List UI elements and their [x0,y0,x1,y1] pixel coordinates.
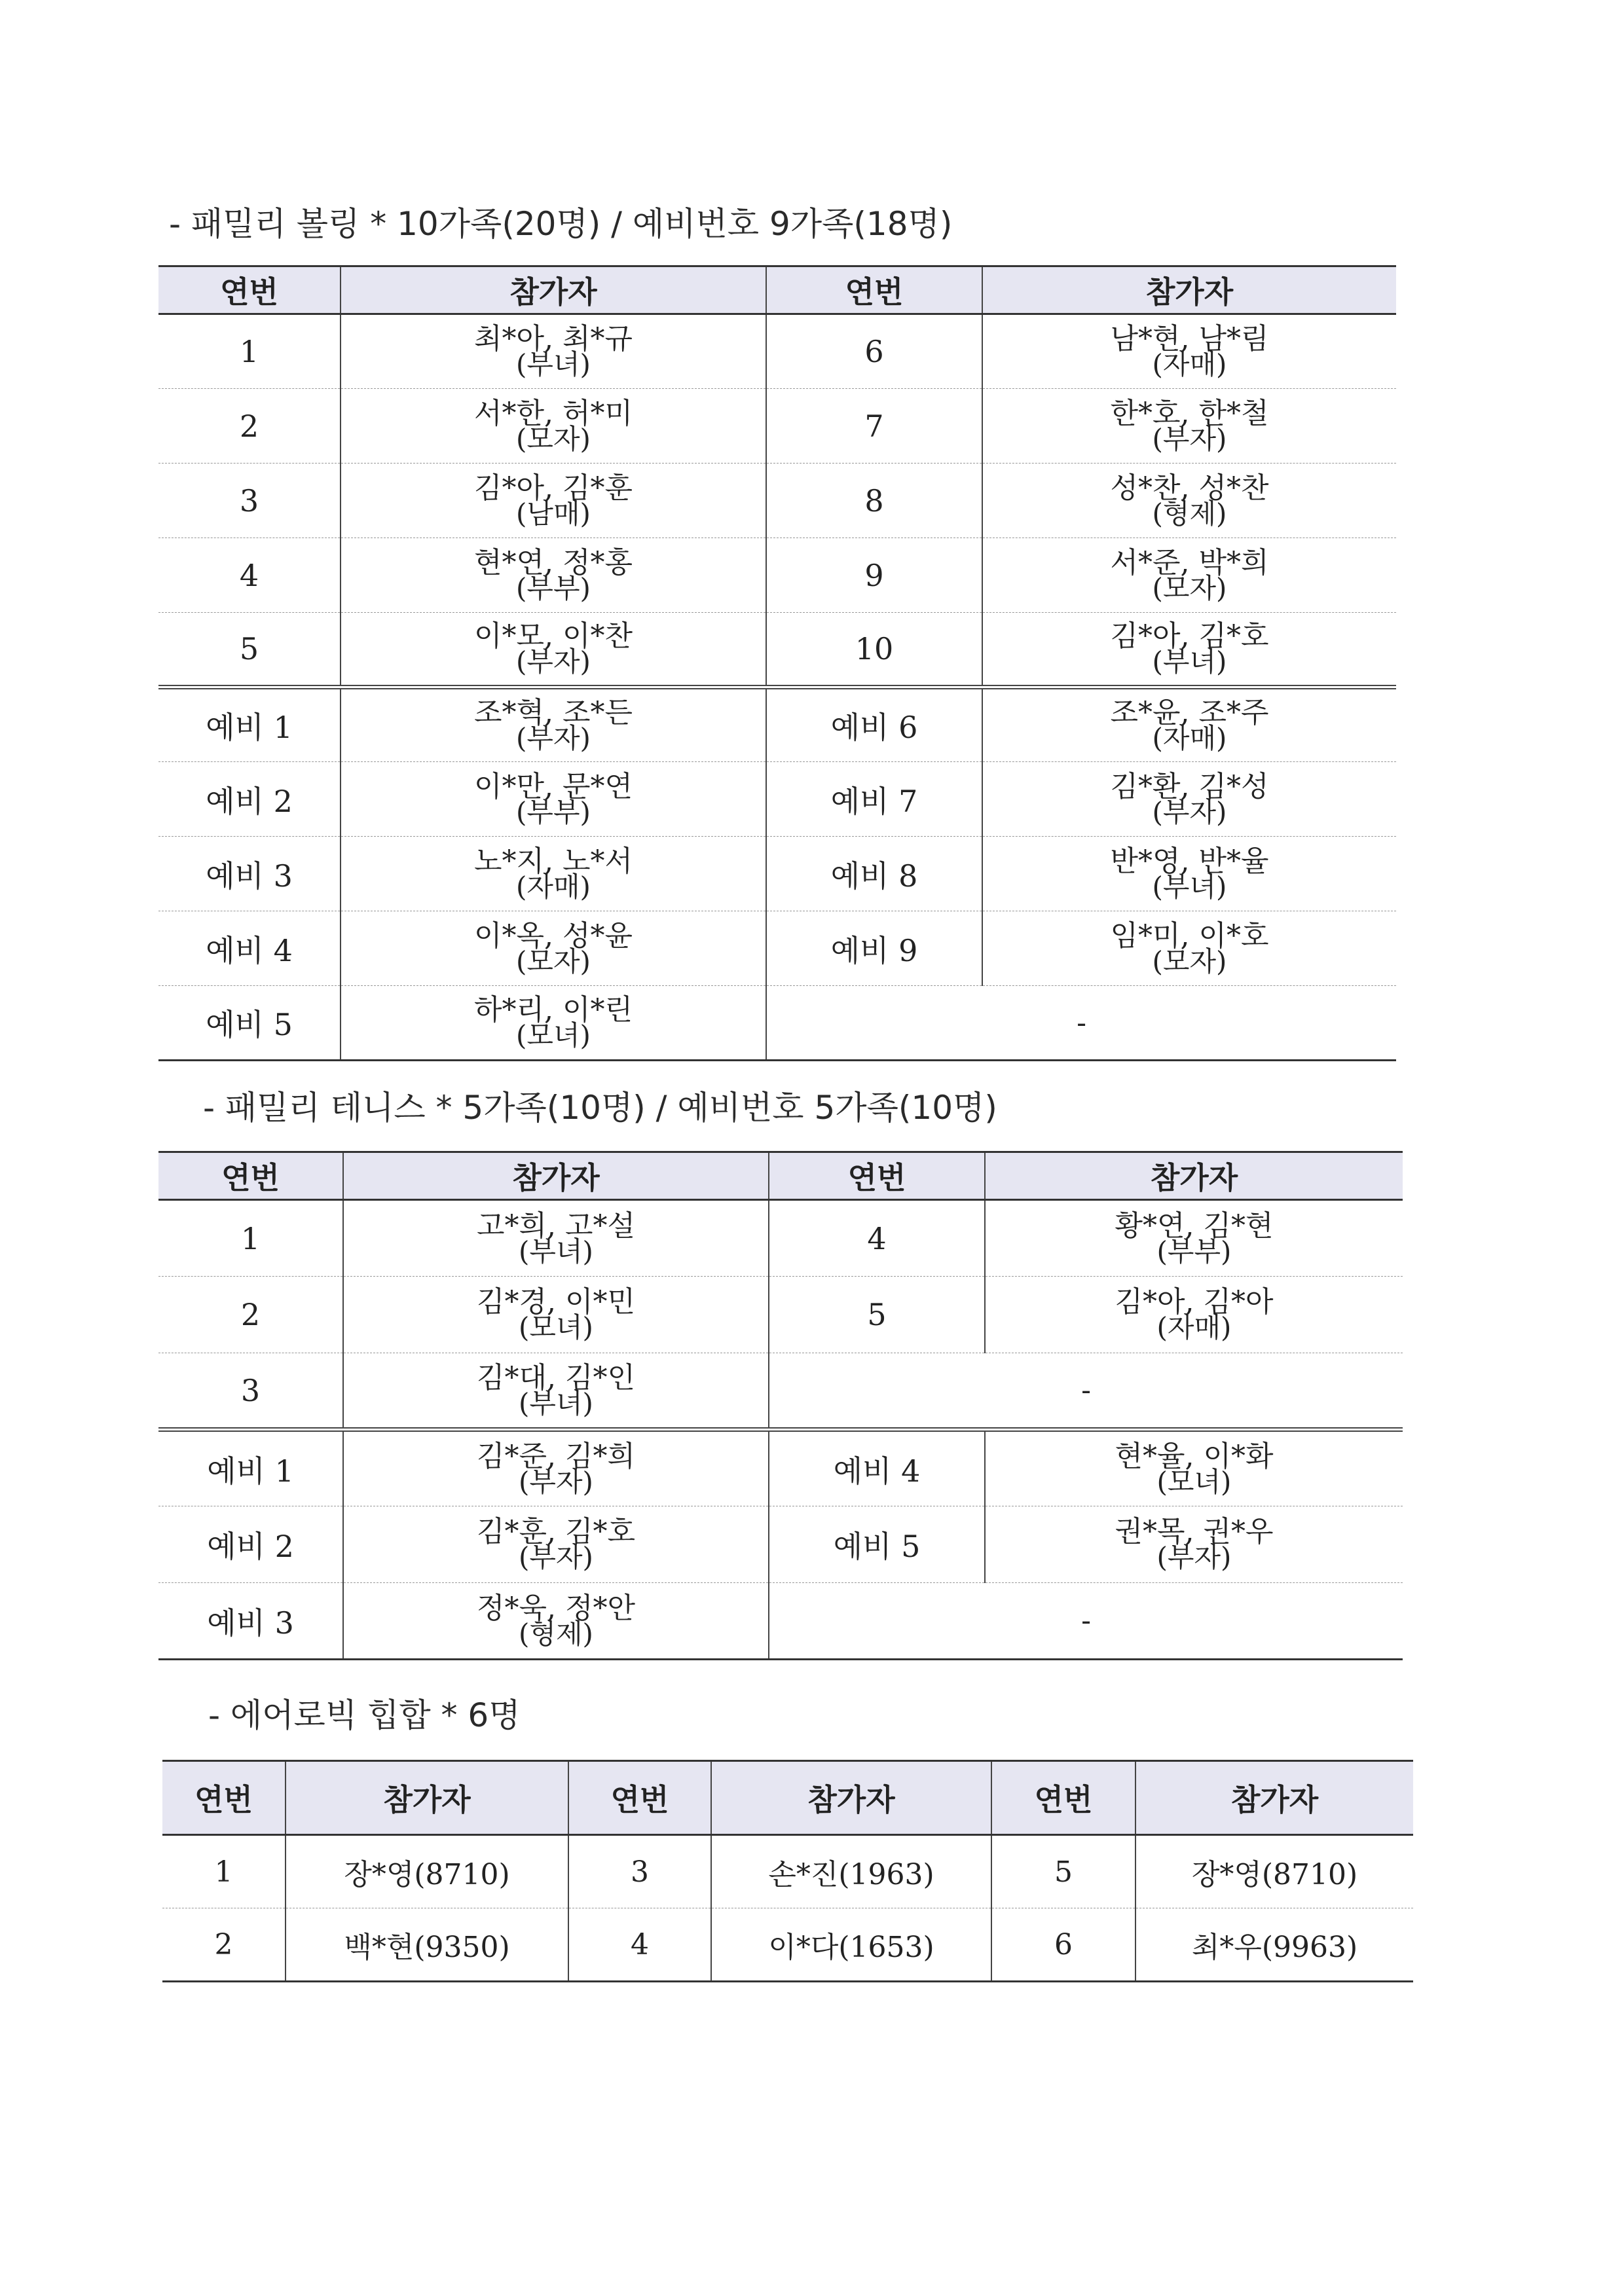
entry-number: 9 [766,538,982,613]
reserve-row [158,837,1396,911]
relationship: (부부) [516,795,591,828]
reserve-number: 예비 5 [769,1506,985,1583]
participant-names: 남*현, 남*림 [1110,322,1269,355]
table-header-row [158,1152,1403,1200]
table-row [158,613,1396,687]
entry-number: 4 [158,538,341,613]
bowling-section-title: - 패밀리 볼링 * 10가족(20명) / 예비번호 9가족(18명) [169,205,953,243]
participant-name: 백*현(9350) [286,1908,568,1982]
table-header-row [162,1761,1413,1835]
participant-cell [343,1353,769,1430]
reserve-row [158,1430,1403,1506]
reserve-number: 예비 6 [766,687,982,762]
participant-cell [982,687,1396,762]
participant-names: 서*준, 박*희 [1110,545,1269,579]
participant-cell [982,762,1396,837]
participant-names: 김*아, 김*아 [1115,1285,1274,1319]
participant-cell [985,1277,1403,1353]
entry-number: 6 [991,1908,1135,1982]
entry-number: 10 [766,613,982,687]
relationship: (부자) [519,1465,593,1498]
relationship: (부녀) [519,1235,593,1267]
entry-number: 1 [158,1200,343,1277]
reserve-number: 예비 7 [766,762,982,837]
col-header-number: 연번 [991,1761,1135,1835]
entry-number: 3 [158,464,341,538]
participant-cell [343,1277,769,1353]
reserve-number: 예비 1 [158,1430,343,1506]
participant-names: 김*대, 김*인 [477,1360,635,1394]
participant-cell [982,538,1396,613]
relationship: (모자) [1152,945,1227,977]
reserve-row [158,911,1396,986]
participant-names: 정*욱, 정*안 [477,1591,635,1625]
table-header-row [158,266,1396,314]
col-header-number: 연번 [158,266,341,314]
participant-names: 현*연, 정*홍 [474,545,633,579]
participant-cell [343,1506,769,1583]
relationship: (부자) [519,1541,593,1573]
col-header-number: 연번 [769,1152,985,1200]
participant-names: 김*준, 김*희 [477,1439,635,1473]
participant-cell [341,538,766,613]
participant-name: 손*진(1963) [711,1835,991,1908]
table-row [158,538,1396,613]
reserve-number: 예비 3 [158,837,341,911]
table-row [158,1200,1403,1277]
col-header-participants: 참가자 [1135,1761,1413,1835]
table-row [158,314,1396,389]
participant-names: 김*아, 김*호 [1110,619,1269,653]
reserve-row [158,1583,1403,1660]
participant-names: 고*희, 고*설 [477,1209,635,1243]
col-header-participants: 참가자 [985,1152,1403,1200]
participant-cell [982,464,1396,538]
relationship: (부자) [516,722,591,754]
participant-names: 현*율, 이*화 [1115,1439,1274,1473]
col-header-number: 연번 [766,266,982,314]
relationship: (부녀) [1152,870,1227,903]
entry-number: 4 [769,1200,985,1277]
reserve-row [158,986,1396,1061]
participant-cell [341,464,766,538]
reserve-number: 예비 1 [158,687,341,762]
participant-names: 이*옥, 성*윤 [474,919,633,953]
relationship: (부자) [1152,795,1227,828]
relationship: (모자) [516,422,591,455]
reserve-number: 예비 2 [158,1506,343,1583]
participant-cell [341,389,766,464]
reserve-row [158,762,1396,837]
tennis-table [158,1151,1403,1660]
participant-name: 최*우(9963) [1135,1908,1413,1982]
entry-number: 2 [162,1908,286,1982]
table-row [158,1277,1403,1353]
relationship: (자매) [516,870,591,903]
table-row [158,1353,1403,1430]
table-row [158,464,1396,538]
participant-cell [982,613,1396,687]
participant-name: 이*다(1653) [711,1908,991,1982]
empty-cell: - [766,986,1396,1061]
participant-cell [343,1430,769,1506]
relationship: (부부) [516,572,591,604]
relationship: (자매) [1156,1311,1232,1343]
participant-names: 한*호, 한*철 [1110,396,1269,430]
participant-cell [341,314,766,389]
col-header-participants: 참가자 [982,266,1396,314]
participant-names: 반*영, 반*율 [1110,844,1269,878]
entry-number: 2 [158,389,341,464]
participant-names: 이*만, 문*연 [474,769,633,803]
entry-number: 2 [158,1277,343,1353]
participant-cell [341,911,766,986]
participant-names: 황*연, 김*현 [1115,1209,1274,1243]
relationship: (부자) [516,646,591,678]
participant-name: 장*영(8710) [1135,1835,1413,1908]
entry-number: 3 [158,1353,343,1430]
col-header-participants: 참가자 [286,1761,568,1835]
col-header-participants: 참가자 [711,1761,991,1835]
participant-cell [341,687,766,762]
tennis-section-title: - 패밀리 테니스 * 5가족(10명) / 예비번호 5가족(10명) [203,1089,997,1127]
participant-names: 최*아, 최*규 [474,322,633,355]
participant-names: 이*모, 이*찬 [474,619,633,653]
reserve-row [158,1506,1403,1583]
participant-cell [343,1583,769,1660]
empty-cell: - [769,1583,1403,1660]
participant-cell [343,1200,769,1277]
relationship: (부녀) [519,1387,593,1419]
aerobic-table [162,1760,1413,1982]
participant-cell [982,314,1396,389]
empty-cell: - [769,1353,1403,1430]
relationship: (모자) [516,945,591,977]
participant-cell [985,1200,1403,1277]
relationship: (부자) [1156,1541,1232,1573]
participant-cell [985,1430,1403,1506]
reserve-number: 예비 2 [158,762,341,837]
relationship: (형제) [1152,497,1227,530]
relationship: (자매) [1152,348,1227,380]
relationship: (모녀) [516,1019,591,1051]
participant-names: 김*환, 김*성 [1110,769,1269,803]
participant-cell [341,762,766,837]
relationship: (부부) [1156,1235,1232,1267]
relationship: (모녀) [519,1311,593,1343]
col-header-participants: 참가자 [343,1152,769,1200]
reserve-number: 예비 4 [769,1430,985,1506]
table-row [162,1835,1413,1908]
relationship: (부자) [1152,422,1227,455]
participant-cell [982,389,1396,464]
entry-number: 3 [568,1835,711,1908]
participant-names: 노*지, 노*서 [474,844,633,878]
reserve-number: 예비 3 [158,1583,343,1660]
participant-names: 김*경, 이*민 [477,1285,635,1319]
relationship: (부녀) [1152,646,1227,678]
entry-number: 7 [766,389,982,464]
reserve-number: 예비 5 [158,986,341,1061]
bowling-table [158,265,1396,1061]
reserve-number: 예비 9 [766,911,982,986]
participant-cell [982,911,1396,986]
participant-names: 조*윤, 조*주 [1110,696,1269,729]
participant-names: 하*리, 이*린 [474,993,633,1027]
relationship: (모자) [1152,572,1227,604]
participant-names: 조*혁, 조*든 [474,696,633,729]
table-row [158,389,1396,464]
participant-names: 김*훈, 김*호 [477,1515,635,1548]
participant-names: 김*아, 김*훈 [474,471,633,505]
reserve-number: 예비 4 [158,911,341,986]
relationship: (형제) [519,1617,593,1650]
entry-number: 5 [158,613,341,687]
participant-cell [341,837,766,911]
relationship: (부녀) [516,348,591,380]
col-header-participants: 참가자 [341,266,766,314]
participant-names: 성*찬, 성*찬 [1110,471,1269,505]
reserve-number: 예비 8 [766,837,982,911]
participant-names: 서*한, 허*미 [474,396,633,430]
reserve-row [158,687,1396,762]
entry-number: 1 [162,1835,286,1908]
col-header-number: 연번 [162,1761,286,1835]
entry-number: 6 [766,314,982,389]
entry-number: 8 [766,464,982,538]
relationship: (남매) [516,497,591,530]
participant-names: 권*목, 권*우 [1115,1515,1274,1548]
entry-number: 5 [769,1277,985,1353]
participant-cell [985,1506,1403,1583]
participant-cell [982,837,1396,911]
col-header-number: 연번 [158,1152,343,1200]
participant-names: 임*미, 이*호 [1110,919,1269,953]
entry-number: 1 [158,314,341,389]
entry-number: 4 [568,1908,711,1982]
participant-name: 장*영(8710) [286,1835,568,1908]
aerobic-section-title: - 에어로빅 힙합 * 6명 [208,1696,521,1734]
col-header-number: 연번 [568,1761,711,1835]
relationship: (자매) [1152,722,1227,754]
entry-number: 5 [991,1835,1135,1908]
participant-cell [341,986,766,1061]
participant-cell [341,613,766,687]
relationship: (모녀) [1156,1465,1232,1498]
table-row [162,1908,1413,1982]
